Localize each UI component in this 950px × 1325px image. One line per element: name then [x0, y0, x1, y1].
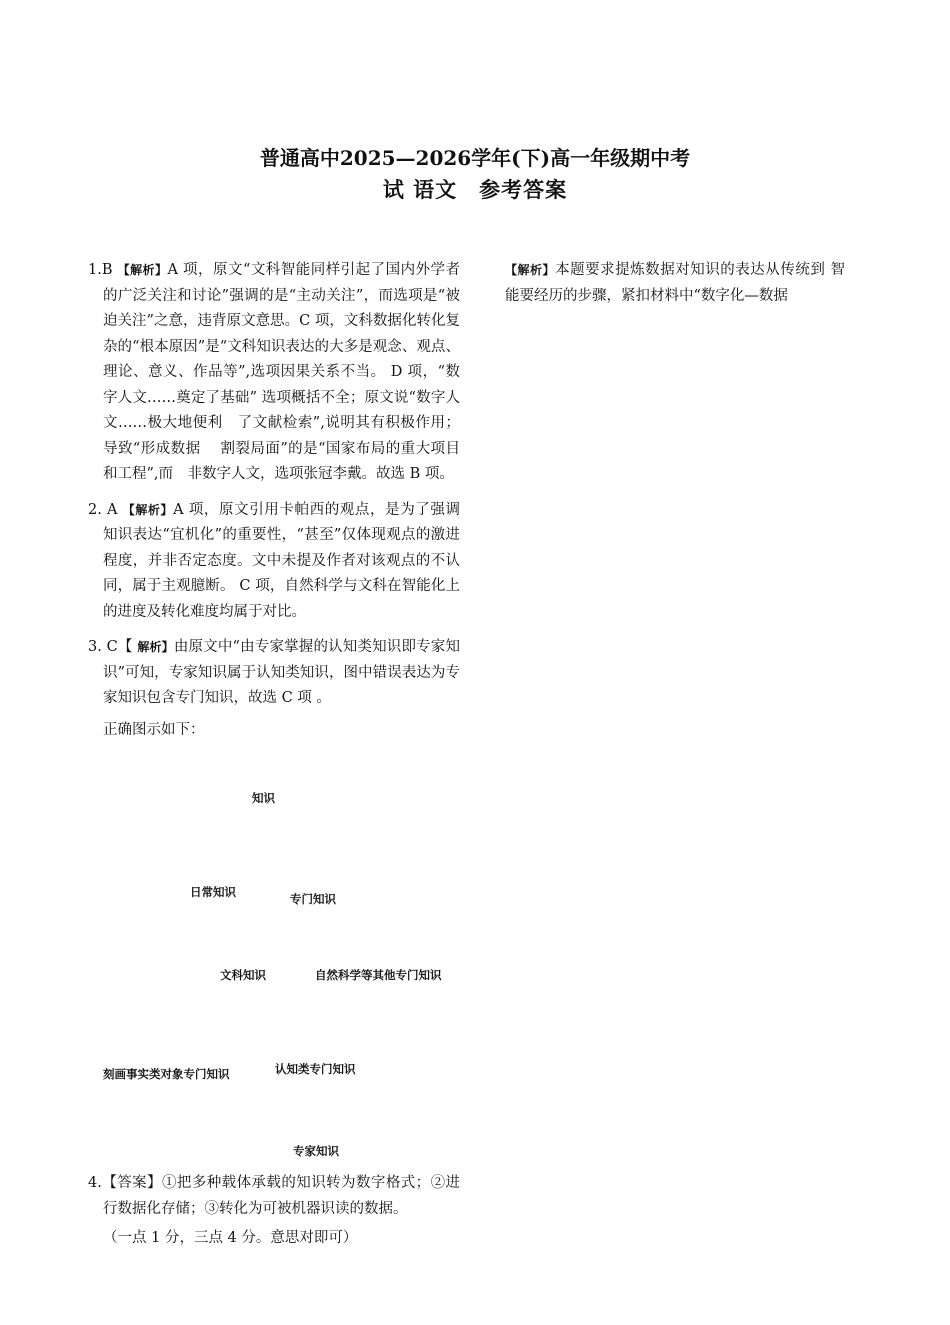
left-column: [88, 258, 460, 749]
answer-4-scoring: （一点 1 分，三点 4 分。意思对即可）: [103, 1230, 358, 1246]
diagram-label-knowledge: 知识: [252, 791, 275, 805]
exam-title-line1: 普通高中2025—2026学年(下)高一年级期中考: [259, 146, 691, 170]
diagram-label-liberal-arts: 文科知识: [220, 968, 266, 982]
answer-2-number: 2. A: [88, 501, 118, 518]
right-analysis: [505, 258, 845, 309]
answer-1-text: A 项，原文“文科智能同样引起了国内外学者的广泛关注和讨论”强调的是“主动关注”，而选项是“被迫关注”之意，违背原文意思。C 项，文科数据化转化复杂的“根本原因”是“文科知识表达的大多是观念、观点、理论、意义、作品等”,选项因果关系不当。 D 项，“数字人文……奠定了基础” 选项概括不全；原文说“数字人文……极大地便利 了文献检索”,说明其有积极作用；导致“形成数据 割裂局面”的是“国家布局的重大项目和工程”,而 非数字人文，选项张冠李戴。故选 B 项。: [103, 262, 460, 482]
answer-4-tag: 【答案】: [101, 1175, 162, 1191]
answer-4-number: 4.: [88, 1175, 102, 1191]
answer-1-number: 1.B: [88, 262, 113, 278]
diagram-label-natural-science: 自然科学等其他专门知识: [315, 968, 442, 982]
left-column-bottom: [88, 1171, 460, 1258]
answer-2-tag: 【解析】: [122, 502, 174, 517]
diagram-label-special: 专门知识: [290, 892, 336, 906]
answer-3-text: 由原文中“由专家掌握的认知类知识即专家知识”可知，专家知识属于认知类知识，图中错误表达为专家知识包含专门知识，故选 C 项 。: [103, 639, 460, 706]
answer-4-text: ①把多种载体承载的知识转为数字格式；②进行数据化存储；③转化为可被机器识读的数据。: [103, 1175, 461, 1217]
knowledge-classification-diagram: [90, 785, 470, 1165]
diagram-intro: 正确图示如下：: [103, 721, 205, 738]
answer-2-text: A 项，原文引用卡帕西的观点，是为了强调知识表达“宜机化”的重要性，“甚至”仅体现观点的激进程度，并非否定态度。文中未提及作者对该观点的不认同，属于主观臆断。 C 项，自然科学与文科在智能化上的进度及转化难度均属于对比。: [103, 501, 460, 620]
right-analysis-text: 本题要求提炼数据对知识的表达从传统到 智能要经历的步骤，紧扣材料中“数字化—数据: [505, 262, 845, 304]
diagram-label-daily: 日常知识: [190, 885, 236, 899]
answer-1-tag: 【解析】: [117, 263, 168, 277]
answer-1: [88, 258, 460, 488]
answer-4: [88, 1171, 460, 1222]
diagram-label-fact-object: 刻画事实类对象专门知识: [103, 1067, 230, 1081]
diagram-label-expert: 专家知识: [293, 1144, 339, 1158]
right-analysis-tag: 【解析】: [505, 263, 556, 277]
exam-title-line2: 试 语文 参考答案: [382, 177, 568, 202]
answer-3: [88, 635, 460, 712]
answer-3-number: 3. C【: [88, 639, 133, 655]
diagram-label-cognitive: 认知类专门知识: [275, 1062, 356, 1076]
right-column: [505, 258, 845, 309]
answer-2: [88, 498, 460, 626]
answer-3-tag: 解析】: [137, 640, 174, 654]
